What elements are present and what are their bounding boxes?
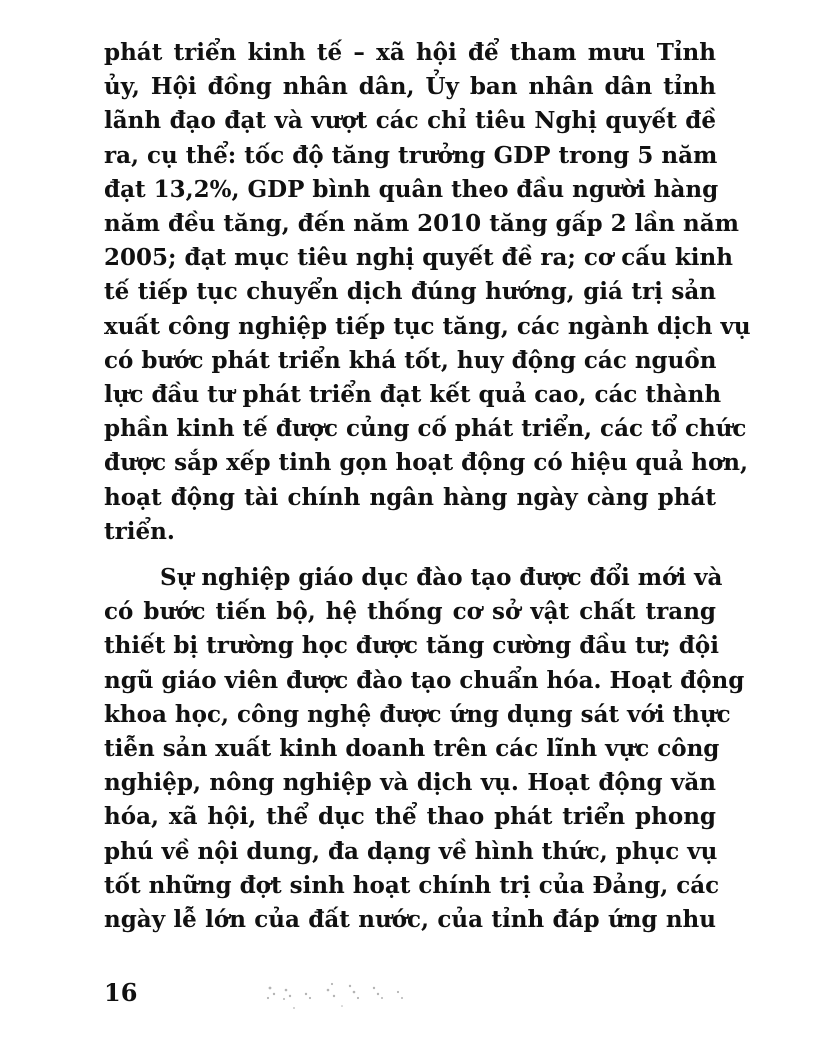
- text-line: tế tiếp tục chuyển dịch đúng hướng, giá trị sản: [104, 278, 716, 306]
- text-line: phát triển kinh tế – xã hội để tham mưu Tỉnh: [104, 39, 716, 66]
- text-line: lãnh đạo đạt và vượt các chỉ tiêu Nghị quyết đề: [104, 107, 716, 135]
- page-number: 16: [104, 978, 138, 1007]
- body-text: [104, 36, 751, 937]
- text-line: ngày lễ lớn của đất nước, của tỉnh đáp ứng nhu: [104, 906, 716, 934]
- text-line: tiễn sản xuất kinh doanh trên các lĩnh vực công: [104, 735, 720, 763]
- text-line: ra, cụ thể: tốc độ tăng trưởng GDP trong 5 năm: [104, 141, 718, 169]
- text-line: khoa học, công nghệ được ứng dụng sát với thực: [104, 700, 731, 728]
- text-line: thiết bị trường học được tăng cường đầu tư; đội: [104, 632, 719, 660]
- text-line: phần kinh tế được củng cố phát triển, các tổ chức: [104, 415, 747, 443]
- text-line: triển.: [104, 517, 175, 545]
- text-line: nghiệp, nông nghiệp và dịch vụ. Hoạt động văn: [104, 769, 716, 797]
- text-line: phú về nội dung, đa dạng về hình thức, phục vụ: [104, 837, 718, 865]
- paragraph-gap: [104, 549, 716, 561]
- text-line: hoạt động tài chính ngân hàng ngày càng phát: [104, 483, 716, 511]
- text-line: tốt những đợt sinh hoạt chính trị của Đảng, các: [104, 871, 720, 899]
- paragraph-2: [104, 561, 745, 937]
- text-line: ủy, Hội đồng nhân dân, Ủy ban nhân dân tỉnh: [104, 73, 716, 101]
- text-line: có bước phát triển khá tốt, huy động các nguồn: [104, 346, 717, 374]
- text-line: được sắp xếp tinh gọn hoạt động có hiệu quả hơn,: [104, 449, 749, 477]
- text-line: xuất công nghiệp tiếp tục tăng, các ngành dịch vụ: [104, 312, 751, 340]
- faded-stamp-mark: [262, 972, 412, 1012]
- text-line: năm đều tăng, đến năm 2010 tăng gấp 2 lần năm: [104, 210, 739, 238]
- text-line: 2005; đạt mục tiêu nghị quyết đề ra; cơ cấu kinh: [104, 244, 733, 272]
- text-line: có bước tiến bộ, hệ thống cơ sở vật chất trang: [104, 598, 716, 626]
- text-line: hóa, xã hội, thể dục thể thao phát triển phong: [104, 803, 716, 831]
- text-line: đạt 13,2%, GDP bình quân theo đầu người hàng: [104, 175, 719, 203]
- text-line: ngũ giáo viên được đào tạo chuẩn hóa. Hoạt động: [104, 666, 745, 694]
- text-line: lực đầu tư phát triển đạt kết quả cao, các thành: [104, 381, 722, 409]
- paragraph-1: [104, 36, 751, 549]
- text-line: Sự nghiệp giáo dục đào tạo được đổi mới và: [160, 564, 723, 592]
